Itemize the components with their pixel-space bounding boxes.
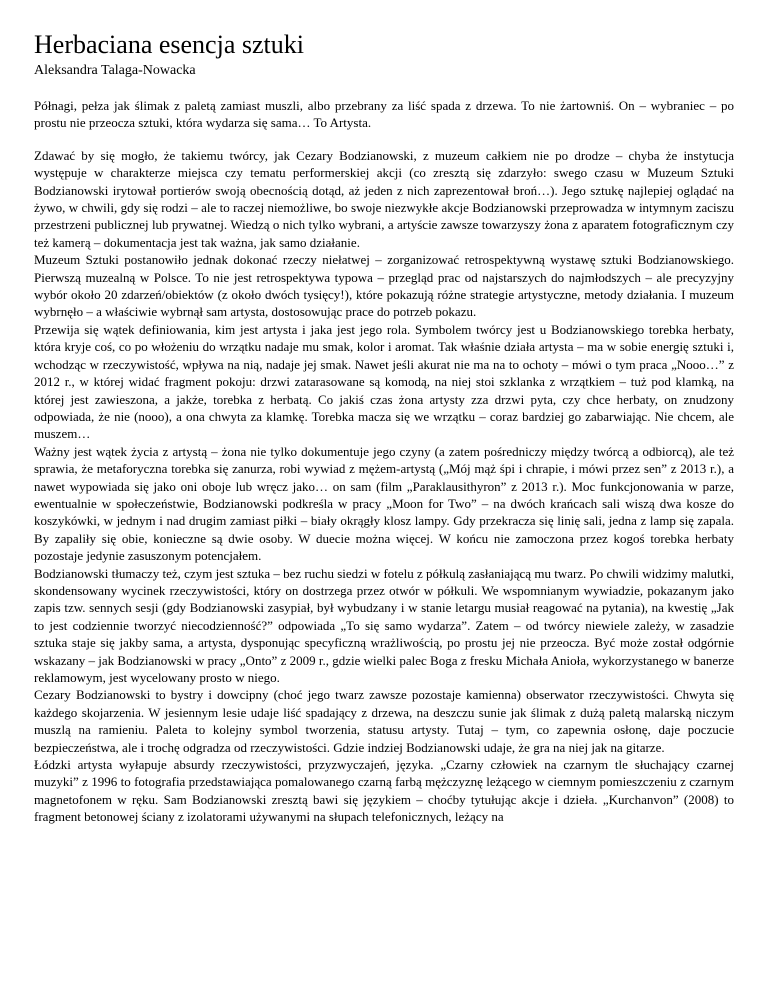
article-title: Herbaciana esencja sztuki [34, 30, 304, 59]
body-paragraph: Bodzianowski tłumaczy też, czym jest sztuka – bez ruchu siedzi w fotelu z półkulą zasłaniającą mu twarz. Po chwili widzimy malutki, skondensowany wycinek rzeczywistości, który on dostrzega przez otwór w półkuli. We wspomnianym wywiadzie, pokazanym jako zapis tzw. sennych sesji (gdy Bodzianowski zasypiał, był wybudzany i w stanie letargu musiał reagować na pytania), na kwestię „Jak to jest codziennie tworzyć niecodzienność?” odpowiada „To się samo wydarza”. Zatem – od twórcy niewiele zależy, w zasadzie sztuka staje się jakby sama, a artysta, dysponując specyficzną wrażliwością, po prostu jej nie przeocza. Być może został odgórnie wskazany – jak Bodzianowski w pracy „Onto” z 2009 r., gdzie wielki palec Boga z fresku Michała Anioła, wykorzystanego w banerze reklamowym, jest wycelowany prosto w niego. [34, 565, 734, 685]
body-paragraph: Ważny jest wątek życia z artystą – żona nie tylko dokumentuje jego czyny (a zatem pośredniczy między twórcą a odbiorcą), ale też sprawia, że metaforyczna torebka się zanurza, robi wywiad z mężem-artystą („Mój mąż śpi i chrapie, i mówi przez sen” z 2013 r.), a nawet wypowiada się jako oni oboje lub wręcz jako… on sam (film „Paraklausithyron” z 2013 r.). Moc funkcjonowania w parze, ewentualnie w społeczeństwie, Bodzianowski podkreśla w pracy „Moon for Two” – na dwóch krańcach sali wiszą dwa kosze do koszykówki, w jednym i nad drugim zamiast piłki – biały okrągły klosz lampy. Gdy przekracza się linię sali, jedna z lamp się zapala. By zapaliły się obie, konieczne są dwie osoby. W duecie można więcej. W końcu nie zamoczona przez kogoś torebka herbaty pozostaje jedynie zasuszonym potencjałem. [34, 443, 734, 564]
body-paragraph: Łódzki artysta wyłapuje absurdy rzeczywistości, przyzwyczajeń, języka. „Czarny człowiek na czarnym tle słuchający czarnej muzyki” z 1996 to fotografia przedstawiająca pomalowanego czarną farbą mężczyznę leżącego w ciemnym pomieszczeniu z czarnym magnetofonem w ręku. Sam Bodzianowski zresztą bawi się językiem – choćby tytułując akcje i dzieła. „Kurchanvon” (2008) to fragment betonowej ściany z izolatorami używanymi na słupach telefonicznych, leżący na [34, 757, 734, 825]
body-paragraph: Muzeum Sztuki postanowiło jednak dokonać rzeczy niełatwej – zorganizować retrospektywną wystawę sztuki Bodzianowskiego. Pierwszą muzealną w Polsce. To nie jest retrospektywa typowa – przegląd prac od najstarszych do najmłodszych – ale precyzyjny wybór około 20 zdarzeń/obiektów (z około dwóch tysięcy!), które pokazują różne strategie artystyczne, metody działania. I muzeum wybrnęło – a właściwie wybrnął sam artysta, dostosowując prace do potrzeb pokazu. [34, 252, 734, 320]
article-author: Aleksandra Talaga-Nowacka [34, 63, 196, 78]
body-paragraph: Cezary Bodzianowski to bystry i dowcipny (choć jego twarz zawsze pozostaje kamienna) obserwator rzeczywistości. Chwyta się każdego skojarzenia. W jesiennym lesie udaje liść spadający z drzewa, na deszczu sunie jak ślimak z dużą paletą malarską niczym muszlą na ramieniu. Paleta to kolejny symbol tworzenia, statusu artysty. Tutaj – tym, co zapewnia osłonę, daje poczucie bezpieczeństwa, ale i trochę odgradza od rzeczywistości. Gdzie indziej Bodzianowski udaje, że gra na niej jak na gitarze. [34, 687, 734, 755]
body-paragraph: Przewija się wątek definiowania, kim jest artysta i jaka jest jego rola. Symbolem twórcy jest u Bodzianowskiego torebka herbaty, która kryje coś, co po włożeniu do wrzątku nadaje mu smak, kolor i aromat. Tak właśnie działa artysta – ma w sobie energię sztuki i, wchodząc w rzeczywistość, wpływa na nią, nadaje jej smak. Nawet jeśli akurat nie ma na to ochoty – mówi o tym praca „Nooo…” z 2012 r., w której widać fragment pokoju: drzwi zatarasowane są komodą, na niej stoi szklanka z wrzątkiem – tuż pod klamką, na której jest zawieszona, a jakże, torebka z herbatą. Co jakiś czas żona artysty zza drzwi pyta, czy chce herbaty, on znudzony odpowiada, że nie (nooo), a ona chwyta za klamkę. Torebka macza się we wrzątku – coraz bardziej go zabarwiając. Nie chcem, ale muszem… [34, 321, 734, 442]
body-paragraph: Zdawać by się mogło, że takiemu twórcy, jak Cezary Bodzianowski, z muzeum całkiem nie po drodze – chyba że instytucja występuje w charakterze miejsca czy tematu performerskiej akcji (co zresztą się zdarzyło: swego czasu w Muzeum Sztuki Bodzianowski irytował portierów swoją obecnością dotąd, aż jeden z nich zaprezentował broń…). Jego sztukę najlepiej oglądać na żywo, w chwili, gdy się rodzi – ale to raczej niemożliwe, bo swoje niezwykłe akcje Bodzianowski przeprowadza w intymnym zaciszu przestrzeni publicznej lub prywatnej. Wiedzą o nich tylko wybrani, a artyście zawsze towarzyszy żona z aparatem fotograficznym czy też kamerą – dokumentacja jest tak ważna, jak samo działanie. [34, 147, 734, 250]
article-body [34, 147, 734, 826]
article-lead: Półnagi, pełza jak ślimak z paletą zamiast muszli, albo przebrany za liść spada z drzewa. To nie żartowniś. On – wybraniec – po prostu nie przeocza sztuki, która wydarza się sama… To Artysta. [34, 98, 734, 131]
document-page [34, 30, 734, 826]
